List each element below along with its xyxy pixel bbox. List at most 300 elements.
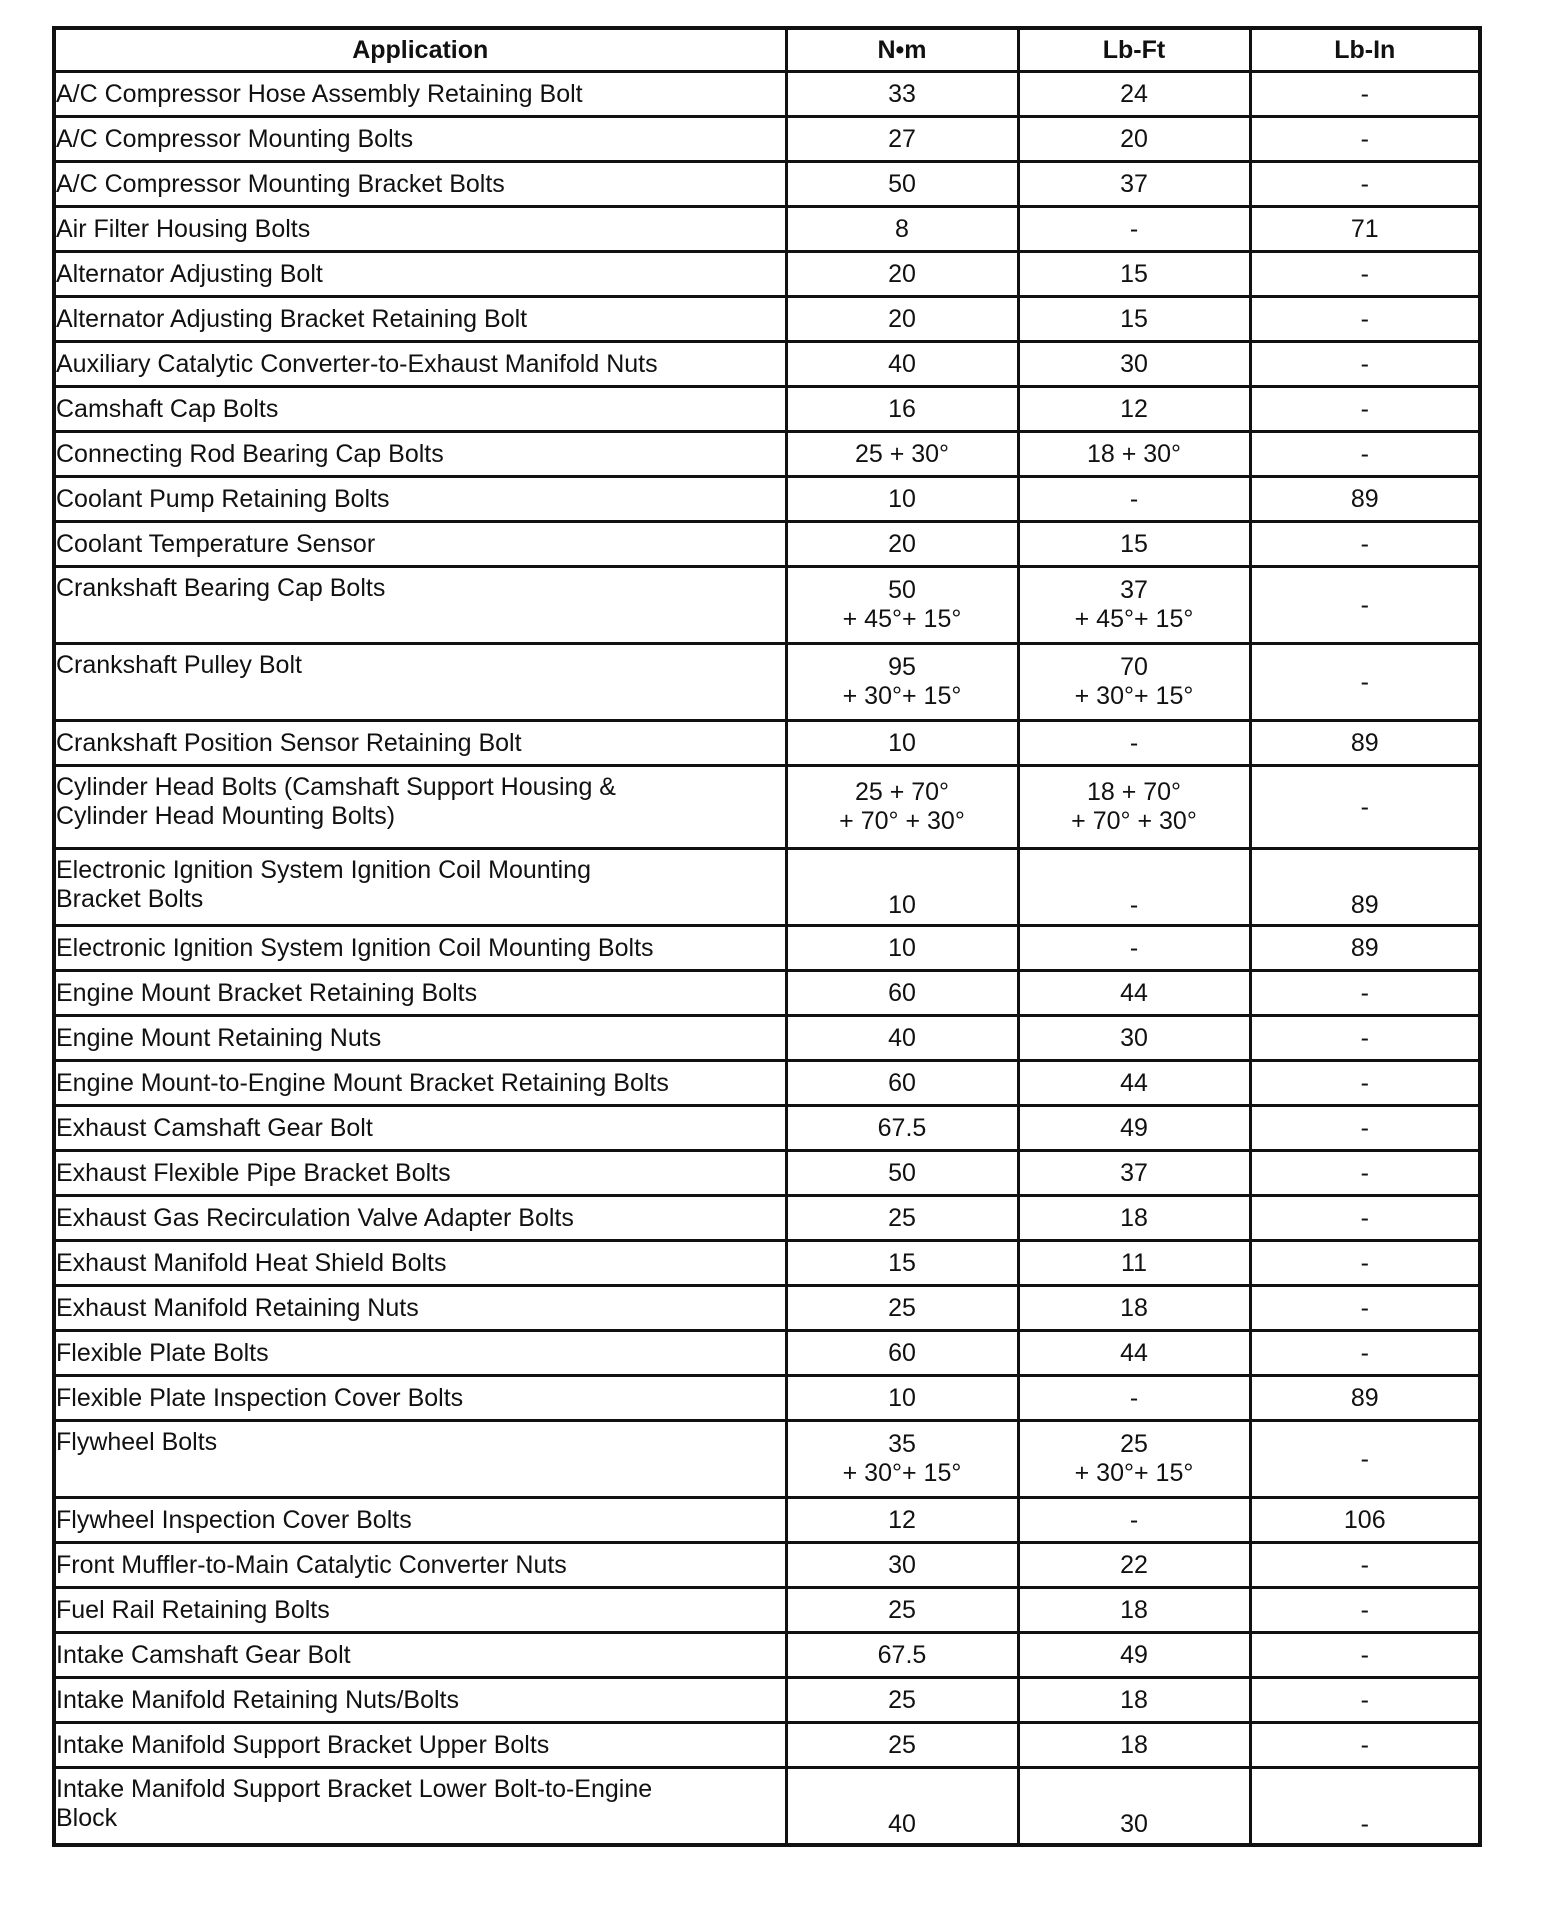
cell-lbin xyxy=(1250,522,1480,567)
cell-lbin xyxy=(1250,1331,1480,1376)
cell-lbin xyxy=(1250,1241,1480,1286)
lbft-value: 30 xyxy=(1120,1023,1148,1052)
cell-lbin xyxy=(1250,1543,1480,1588)
lbin-value: 89 xyxy=(1350,891,1379,919)
application-text: Intake Manifold Support Bracket Upper Bolts xyxy=(56,1730,550,1759)
cell-lbft xyxy=(1018,849,1250,926)
cell-lbft xyxy=(1018,644,1250,721)
table-row xyxy=(54,1016,1480,1061)
lbft-value: 37 xyxy=(1120,1158,1148,1187)
lbft-value: 49 xyxy=(1120,1640,1148,1669)
cell-nm xyxy=(786,766,1018,849)
cell-nm xyxy=(786,207,1018,252)
table-row xyxy=(54,1331,1480,1376)
nm-value: 10 xyxy=(888,891,916,919)
cell-lbin xyxy=(1250,849,1480,926)
nm-value: 50 xyxy=(888,1158,916,1187)
cell-application xyxy=(54,1633,786,1678)
nm-value: 25 xyxy=(888,1685,916,1714)
nm-value: 20 xyxy=(888,529,916,558)
application-text: A/C Compressor Mounting Bracket Bolts xyxy=(56,169,505,198)
cell-lbft xyxy=(1018,342,1250,387)
cell-nm xyxy=(786,72,1018,117)
lbin-value: - xyxy=(1360,978,1369,1007)
cell-lbft xyxy=(1018,1196,1250,1241)
table-row xyxy=(54,72,1480,117)
lbin-value: - xyxy=(1360,1158,1369,1187)
lbin-value: - xyxy=(1360,1203,1369,1232)
nm-value: 50 xyxy=(888,169,916,198)
header-lbin: Lb-In xyxy=(1250,28,1480,72)
application-text: A/C Compressor Hose Assembly Retaining Bolt xyxy=(56,79,583,108)
cell-application xyxy=(54,477,786,522)
application-text: Flywheel Inspection Cover Bolts xyxy=(56,1505,412,1534)
cell-nm xyxy=(786,1376,1018,1421)
nm-value: + 30°+ 15° xyxy=(842,1459,962,1487)
nm-value: 25 + 70° xyxy=(854,778,950,806)
cell-lbft xyxy=(1018,252,1250,297)
cell-nm xyxy=(786,644,1018,721)
cell-nm xyxy=(786,1196,1018,1241)
lbft-value: - xyxy=(1129,484,1139,513)
cell-lbft xyxy=(1018,1543,1250,1588)
torque-spec-sheet xyxy=(52,26,1478,1847)
cell-lbin xyxy=(1250,1498,1480,1543)
lbin-value: - xyxy=(1360,1293,1369,1322)
lbft-value: 11 xyxy=(1121,1248,1147,1277)
table-row xyxy=(54,162,1480,207)
cell-lbin xyxy=(1250,644,1480,721)
cell-lbft xyxy=(1018,1061,1250,1106)
nm-value: 10 xyxy=(888,1383,916,1412)
cell-lbin xyxy=(1250,926,1480,971)
application-text: Intake Manifold Retaining Nuts/Bolts xyxy=(56,1685,459,1714)
cell-lbft xyxy=(1018,1588,1250,1633)
cell-lbin xyxy=(1250,1196,1480,1241)
table-row xyxy=(54,252,1480,297)
cell-lbft xyxy=(1018,721,1250,766)
lbin-value: - xyxy=(1360,1068,1369,1097)
nm-value: 67.5 xyxy=(877,1113,927,1142)
cell-lbft xyxy=(1018,207,1250,252)
lbin-value: - xyxy=(1360,1640,1369,1669)
cell-application xyxy=(54,1106,786,1151)
application-text: A/C Compressor Mounting Bolts xyxy=(56,124,414,153)
lbin-value: - xyxy=(1360,1113,1369,1142)
cell-application xyxy=(54,207,786,252)
lbft-value: 30 xyxy=(1120,1810,1148,1838)
lbft-value: 22 xyxy=(1120,1550,1148,1579)
cell-application xyxy=(54,162,786,207)
table-row xyxy=(54,432,1480,477)
cell-lbin xyxy=(1250,1151,1480,1196)
lbin-value: - xyxy=(1360,304,1369,333)
table-header-row xyxy=(54,28,1480,72)
lbft-value: 18 xyxy=(1120,1595,1148,1624)
table-row xyxy=(54,1633,1480,1678)
cell-lbft xyxy=(1018,1331,1250,1376)
cell-lbft xyxy=(1018,1678,1250,1723)
cell-application xyxy=(54,567,786,644)
cell-nm xyxy=(786,1061,1018,1106)
lbin-value: - xyxy=(1360,1810,1369,1838)
torque-spec-table xyxy=(52,26,1482,1847)
lbft-value: - xyxy=(1129,728,1139,757)
nm-value: 60 xyxy=(888,978,916,1007)
lbin-value: - xyxy=(1360,79,1369,108)
application-text: Flexible Plate Inspection Cover Bolts xyxy=(56,1383,464,1412)
lbft-value: 30 xyxy=(1120,349,1148,378)
cell-application xyxy=(54,1196,786,1241)
cell-application xyxy=(54,1421,786,1498)
lbin-value: - xyxy=(1360,667,1369,696)
application-text: Engine Mount Retaining Nuts xyxy=(56,1023,382,1052)
lbft-value: + 30°+ 15° xyxy=(1074,1459,1194,1487)
application-text: Crankshaft Bearing Cap Bolts xyxy=(56,574,386,602)
cell-nm xyxy=(786,252,1018,297)
cell-lbin xyxy=(1250,1588,1480,1633)
lbft-value: - xyxy=(1129,214,1139,243)
table-row xyxy=(54,207,1480,252)
table-row xyxy=(54,1421,1480,1498)
cell-nm xyxy=(786,1498,1018,1543)
nm-value: 25 xyxy=(888,1203,916,1232)
cell-application xyxy=(54,1723,786,1768)
table-row xyxy=(54,971,1480,1016)
application-text: Intake Manifold Support Bracket Lower Bolt-to-Engine xyxy=(56,1775,653,1803)
cell-lbin xyxy=(1250,1421,1480,1498)
header-nm: N•m xyxy=(786,28,1018,72)
cell-lbft xyxy=(1018,926,1250,971)
cell-lbft xyxy=(1018,432,1250,477)
table-row xyxy=(54,567,1480,644)
nm-value: 50 xyxy=(888,576,916,604)
cell-lbin xyxy=(1250,477,1480,522)
table-row xyxy=(54,1061,1480,1106)
cell-lbft xyxy=(1018,1286,1250,1331)
lbin-value: 71 xyxy=(1350,214,1379,243)
cell-nm xyxy=(786,1768,1018,1846)
nm-value: 25 xyxy=(888,1293,916,1322)
cell-application xyxy=(54,1331,786,1376)
cell-application xyxy=(54,1588,786,1633)
lbin-value: - xyxy=(1360,439,1369,468)
application-text: Crankshaft Pulley Bolt xyxy=(56,651,302,679)
lbft-value: 18 xyxy=(1120,1730,1148,1759)
cell-nm xyxy=(786,1286,1018,1331)
cell-nm xyxy=(786,567,1018,644)
cell-lbin xyxy=(1250,971,1480,1016)
lbft-value: - xyxy=(1129,1383,1139,1412)
application-text: Flywheel Bolts xyxy=(56,1428,218,1456)
lbin-value: 89 xyxy=(1350,484,1379,513)
application-text: Exhaust Flexible Pipe Bracket Bolts xyxy=(56,1158,451,1187)
application-text: Coolant Temperature Sensor xyxy=(56,529,376,558)
lbin-value: - xyxy=(1360,792,1369,821)
lbft-value: 44 xyxy=(1120,1338,1148,1367)
lbft-value: 25 xyxy=(1120,1430,1148,1458)
nm-value: 20 xyxy=(888,304,916,333)
lbft-value: - xyxy=(1129,891,1139,919)
cell-application xyxy=(54,926,786,971)
cell-lbft xyxy=(1018,1633,1250,1678)
cell-application xyxy=(54,1543,786,1588)
cell-nm xyxy=(786,1106,1018,1151)
lbft-value: 15 xyxy=(1120,304,1148,333)
lbft-value: 49 xyxy=(1120,1113,1148,1142)
cell-nm xyxy=(786,971,1018,1016)
table-row xyxy=(54,644,1480,721)
cell-application xyxy=(54,1151,786,1196)
application-text: Air Filter Housing Bolts xyxy=(56,214,311,243)
table-body xyxy=(54,72,1480,1846)
table-row xyxy=(54,477,1480,522)
cell-lbft xyxy=(1018,522,1250,567)
cell-application xyxy=(54,721,786,766)
cell-lbft xyxy=(1018,1106,1250,1151)
cell-application xyxy=(54,971,786,1016)
cell-nm xyxy=(786,117,1018,162)
cell-lbin xyxy=(1250,567,1480,644)
cell-lbin xyxy=(1250,1376,1480,1421)
lbft-value: 37 xyxy=(1120,576,1148,604)
table-row xyxy=(54,342,1480,387)
cell-nm xyxy=(786,1151,1018,1196)
table-row xyxy=(54,117,1480,162)
header-application: Application xyxy=(54,28,786,72)
nm-value: 25 xyxy=(888,1730,916,1759)
lbin-value: - xyxy=(1360,1444,1369,1473)
cell-application xyxy=(54,1678,786,1723)
cell-nm xyxy=(786,1723,1018,1768)
application-text: Connecting Rod Bearing Cap Bolts xyxy=(56,439,444,468)
application-text: Alternator Adjusting Bracket Retaining Bolt xyxy=(56,304,528,333)
cell-lbft xyxy=(1018,162,1250,207)
cell-lbin xyxy=(1250,1106,1480,1151)
cell-nm xyxy=(786,1331,1018,1376)
table-row xyxy=(54,1286,1480,1331)
cell-application xyxy=(54,1768,786,1846)
table-row xyxy=(54,1151,1480,1196)
application-text: Exhaust Manifold Heat Shield Bolts xyxy=(56,1248,447,1277)
lbft-value: 18 xyxy=(1120,1685,1148,1714)
lbft-value: 15 xyxy=(1120,529,1148,558)
cell-nm xyxy=(786,1678,1018,1723)
lbin-value: - xyxy=(1360,124,1369,153)
cell-nm xyxy=(786,522,1018,567)
table-row xyxy=(54,1241,1480,1286)
cell-lbin xyxy=(1250,1633,1480,1678)
lbft-value: 12 xyxy=(1120,394,1148,423)
cell-nm xyxy=(786,387,1018,432)
cell-lbft xyxy=(1018,1016,1250,1061)
table-row xyxy=(54,1376,1480,1421)
nm-value: 60 xyxy=(888,1068,916,1097)
cell-lbft xyxy=(1018,1241,1250,1286)
cell-nm xyxy=(786,477,1018,522)
cell-lbin xyxy=(1250,1723,1480,1768)
lbft-value: 15 xyxy=(1120,259,1148,288)
table-row xyxy=(54,522,1480,567)
nm-value: 30 xyxy=(888,1550,916,1579)
nm-value: 10 xyxy=(888,484,916,513)
application-text: Electronic Ignition System Ignition Coil Mounting Bolts xyxy=(56,933,654,962)
lbft-value: 18 xyxy=(1120,1293,1148,1322)
nm-value: 40 xyxy=(888,349,916,378)
nm-value: 10 xyxy=(888,728,916,757)
lbft-value: 20 xyxy=(1120,124,1148,153)
lbft-value: + 45°+ 15° xyxy=(1074,605,1194,633)
lbin-value: - xyxy=(1360,1685,1369,1714)
nm-value: 40 xyxy=(888,1810,916,1838)
lbin-value: - xyxy=(1360,529,1369,558)
lbin-value: - xyxy=(1360,1338,1369,1367)
lbft-value: 37 xyxy=(1120,169,1148,198)
cell-lbin xyxy=(1250,252,1480,297)
nm-value: 25 xyxy=(888,1595,916,1624)
header-lbft: Lb-Ft xyxy=(1018,28,1250,72)
cell-lbin xyxy=(1250,1678,1480,1723)
lbft-value: - xyxy=(1129,933,1139,962)
table-row xyxy=(54,1588,1480,1633)
nm-value: 10 xyxy=(888,933,916,962)
lbft-value: 70 xyxy=(1120,653,1148,681)
cell-application xyxy=(54,342,786,387)
lbft-value: 18 xyxy=(1120,1203,1148,1232)
cell-application xyxy=(54,297,786,342)
table-row xyxy=(54,721,1480,766)
application-text: Front Muffler-to-Main Catalytic Converter Nuts xyxy=(56,1550,567,1579)
lbin-value: 89 xyxy=(1350,933,1379,962)
table-row xyxy=(54,1543,1480,1588)
nm-value: + 30°+ 15° xyxy=(842,682,962,710)
lbin-value: 89 xyxy=(1350,728,1379,757)
table-row xyxy=(54,1768,1480,1846)
cell-lbft xyxy=(1018,477,1250,522)
cell-application xyxy=(54,252,786,297)
lbin-value: 89 xyxy=(1350,1383,1379,1412)
lbin-value: - xyxy=(1360,1595,1369,1624)
cell-lbft xyxy=(1018,72,1250,117)
application-text: Fuel Rail Retaining Bolts xyxy=(56,1595,330,1624)
cell-application xyxy=(54,72,786,117)
nm-value: 15 xyxy=(888,1248,916,1277)
lbft-value: + 30°+ 15° xyxy=(1074,682,1194,710)
cell-application xyxy=(54,1498,786,1543)
cell-nm xyxy=(786,1543,1018,1588)
cell-lbft xyxy=(1018,297,1250,342)
cell-lbin xyxy=(1250,1061,1480,1106)
cell-lbft xyxy=(1018,117,1250,162)
cell-lbft xyxy=(1018,567,1250,644)
cell-lbin xyxy=(1250,162,1480,207)
cell-lbin xyxy=(1250,72,1480,117)
application-text: Electronic Ignition System Ignition Coil Mounting xyxy=(56,856,591,884)
application-text: Exhaust Camshaft Gear Bolt xyxy=(56,1113,373,1142)
cell-application xyxy=(54,522,786,567)
application-text: Cylinder Head Bolts (Camshaft Support Housing & xyxy=(56,773,616,801)
cell-lbft xyxy=(1018,766,1250,849)
lbft-value: + 70° + 30° xyxy=(1071,807,1197,835)
application-text: Block xyxy=(56,1804,118,1832)
lbin-value: - xyxy=(1360,349,1369,378)
cell-lbin xyxy=(1250,1768,1480,1846)
nm-value: 20 xyxy=(888,259,916,288)
table-row xyxy=(54,1723,1480,1768)
lbin-value: - xyxy=(1360,590,1369,619)
cell-lbin xyxy=(1250,207,1480,252)
cell-nm xyxy=(786,342,1018,387)
cell-application xyxy=(54,1061,786,1106)
application-text: Intake Camshaft Gear Bolt xyxy=(56,1640,351,1669)
table-row xyxy=(54,1196,1480,1241)
lbft-value: - xyxy=(1129,1505,1139,1534)
cell-nm xyxy=(786,1016,1018,1061)
cell-lbft xyxy=(1018,971,1250,1016)
nm-value: 95 xyxy=(888,653,916,681)
application-text: Exhaust Gas Recirculation Valve Adapter Bolts xyxy=(56,1203,574,1232)
cell-nm xyxy=(786,1588,1018,1633)
nm-value: + 45°+ 15° xyxy=(842,605,962,633)
nm-value: 27 xyxy=(888,124,916,153)
nm-value: + 70° + 30° xyxy=(839,807,965,835)
cell-application xyxy=(54,849,786,926)
lbft-value: 24 xyxy=(1120,79,1148,108)
application-text: Bracket Bolts xyxy=(56,885,204,913)
lbin-value: - xyxy=(1360,1023,1369,1052)
cell-lbft xyxy=(1018,387,1250,432)
cell-lbft xyxy=(1018,1421,1250,1498)
application-text: Coolant Pump Retaining Bolts xyxy=(56,484,390,513)
lbin-value: - xyxy=(1360,1550,1369,1579)
cell-lbft xyxy=(1018,1768,1250,1846)
cell-lbft xyxy=(1018,1151,1250,1196)
cell-application xyxy=(54,432,786,477)
cell-application xyxy=(54,766,786,849)
application-text: Auxiliary Catalytic Converter-to-Exhaust Manifold Nuts xyxy=(56,349,658,378)
lbin-value: - xyxy=(1360,169,1369,198)
application-text: Alternator Adjusting Bolt xyxy=(56,259,323,288)
lbin-value: - xyxy=(1360,394,1369,423)
cell-lbft xyxy=(1018,1723,1250,1768)
cell-nm xyxy=(786,432,1018,477)
cell-nm xyxy=(786,721,1018,766)
table-row xyxy=(54,297,1480,342)
nm-value: 60 xyxy=(888,1338,916,1367)
lbft-value: 18 + 70° xyxy=(1086,778,1182,806)
cell-lbin xyxy=(1250,117,1480,162)
table-row xyxy=(54,1678,1480,1723)
application-text: Flexible Plate Bolts xyxy=(56,1338,269,1367)
application-text: Crankshaft Position Sensor Retaining Bolt xyxy=(56,728,522,757)
cell-application xyxy=(54,387,786,432)
cell-application xyxy=(54,1286,786,1331)
cell-lbin xyxy=(1250,387,1480,432)
cell-lbin xyxy=(1250,766,1480,849)
cell-lbin xyxy=(1250,1016,1480,1061)
application-text: Exhaust Manifold Retaining Nuts xyxy=(56,1293,419,1322)
table-row xyxy=(54,1106,1480,1151)
cell-lbft xyxy=(1018,1498,1250,1543)
cell-nm xyxy=(786,926,1018,971)
nm-value: 40 xyxy=(888,1023,916,1052)
cell-nm xyxy=(786,162,1018,207)
nm-value: 12 xyxy=(888,1505,916,1534)
cell-nm xyxy=(786,297,1018,342)
table-row xyxy=(54,766,1480,849)
lbin-value: 106 xyxy=(1343,1505,1386,1534)
application-text: Camshaft Cap Bolts xyxy=(56,394,279,423)
